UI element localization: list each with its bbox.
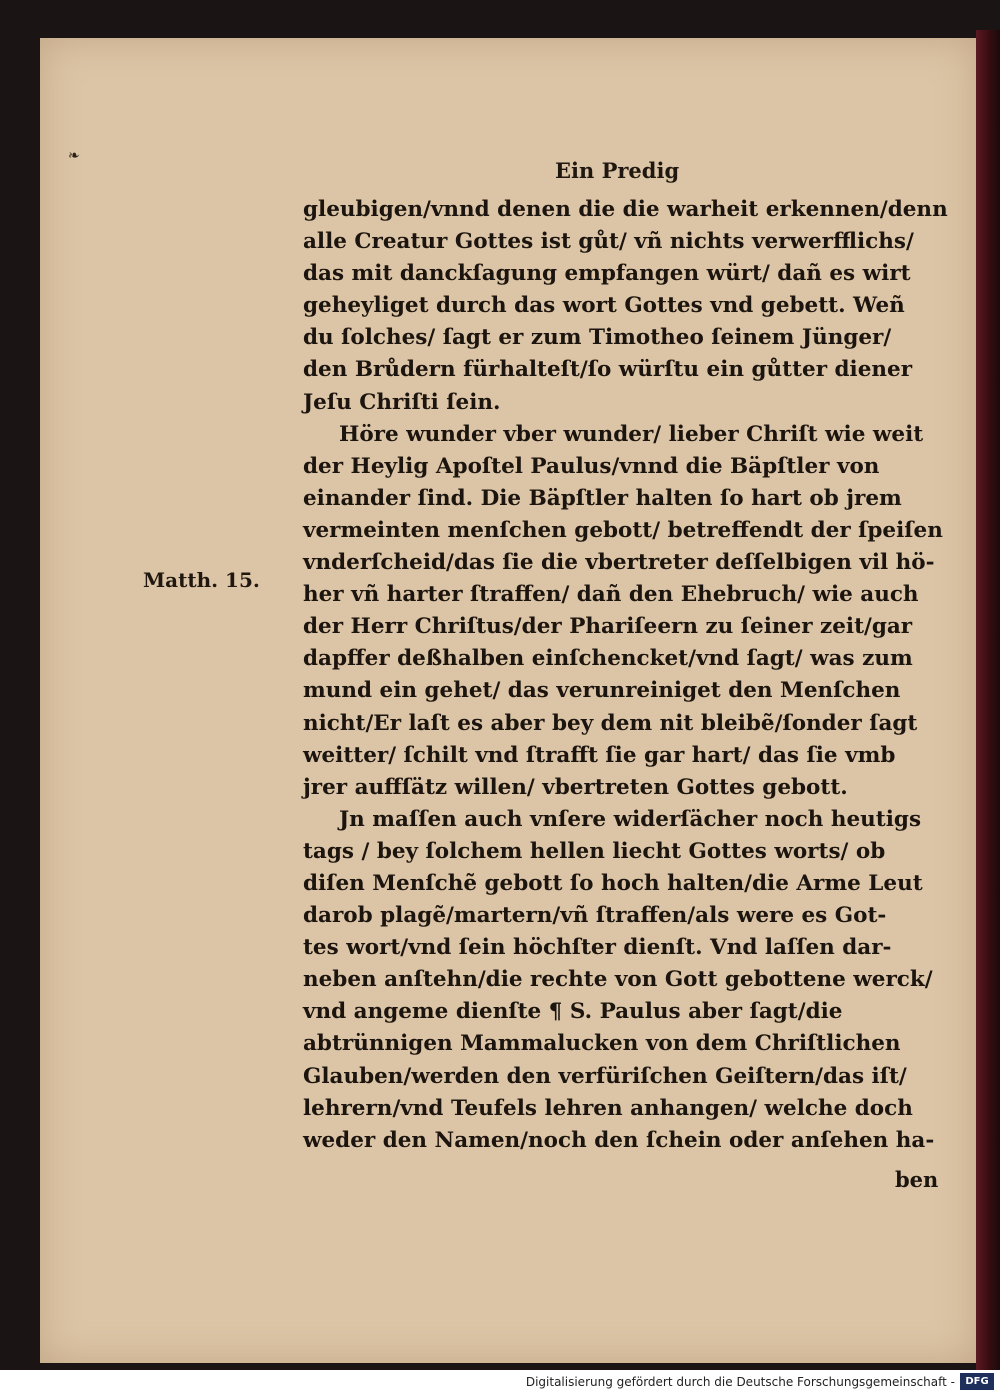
text-line: alle Creatur Gottes ist gůt/ vñ nichts verwerfflichs/: [303, 229, 914, 255]
text-line: vermeinten menſchen gebott/ betreffendt der ſpeiſen: [303, 517, 943, 543]
text-line: einander ſind. Die Bäpſtler halten ſo hart ob jrem: [303, 485, 902, 511]
text-line: nicht/Er laſt es aber bey dem nit bleibẽ/ſonder ſagt: [303, 710, 918, 736]
text-line: diſen Menſchẽ gebott ſo hoch halten/die Arme Leut: [303, 870, 923, 896]
text-line: neben anſtehn/die rechte von Gott gebottene werck/: [303, 967, 933, 993]
text-line: tes wort/vnd ſein höchſter dienſt. Vnd laſſen dar-: [303, 935, 892, 961]
text-line: lehrern/vnd Teufels lehren anhangen/ welche doch: [303, 1095, 913, 1121]
text-line: tags / bey ſolchem hellen liecht Gottes worts/ ob: [303, 838, 886, 864]
text-line: geheyliget durch das wort Gottes vnd gebett. Weñ: [303, 293, 905, 319]
text-line: weitter/ ſchilt vnd ſtrafft ſie gar hart/ das ſie vmb: [303, 742, 896, 768]
text-line: darob plagẽ/martern/vñ ſtraffen/als were es Got-: [303, 903, 887, 929]
text-line: Jeſu Chriſti ſein.: [303, 389, 501, 415]
text-line: weder den Namen/noch den ſchein oder anſehen ha-: [303, 1127, 935, 1153]
text-line: du ſolches/ ſagt er zum Timotheo ſeinem Jünger/: [303, 325, 892, 351]
text-line: Jn maſſen auch vnſere widerſächer noch heutigs: [339, 806, 922, 832]
funding-credit: Digitalisierung gefördert durch die Deutsche Forschungsgemeinschaft -: [525, 1375, 955, 1389]
dfg-logo: DFG: [960, 1373, 994, 1390]
running-head: Ein Predig: [555, 158, 680, 183]
text-line: abtrünnigen Mammalucken von dem Chriſtlichen: [303, 1031, 901, 1057]
text-line: Glauben/werden den verfüriſchen Geiſtern/das iſt/: [303, 1063, 907, 1089]
page-marker: ❧: [68, 148, 80, 164]
book-edge: [976, 30, 1000, 1370]
text-line: jrer auffſätz willen/ vbertreten Gottes gebott.: [303, 774, 848, 800]
body-text: [303, 194, 953, 1157]
text-line: vnderſcheid/das ſie die vbertreter deſſelbigen vil hö-: [303, 550, 935, 576]
margin-note: Matth. 15.: [143, 568, 260, 592]
catchword: ben: [895, 1167, 939, 1192]
text-line: das mit danckſagung empfangen würt/ dañ es wirt: [303, 261, 911, 287]
text-line: der Herr Chriſtus/der Phariſeern zu ſeiner zeit/gar: [303, 614, 913, 640]
text-line: vnd angeme dienſte ¶ S. Paulus aber ſagt/die: [303, 999, 843, 1025]
footer-bar: [0, 1370, 1000, 1395]
text-line: mund ein gehet/ das verunreiniget den Menſchen: [303, 678, 901, 704]
text-line: Höre wunder vber wunder/ lieber Chriſt wie weit: [339, 421, 924, 447]
text-line: den Brůdern fürhalteſt/ſo würſtu ein gůtter diener: [303, 357, 913, 383]
text-line: der Heylig Apoſtel Paulus/vnnd die Bäpſtler von: [303, 453, 880, 479]
text-line: dapffer deßhalben einſchencket/vnd ſagt/ was zum: [303, 646, 913, 672]
text-line: gleubigen/vnnd denen die die warheit erkennen/denn: [303, 197, 948, 222]
text-line: her vñ harter ſtraffen/ dañ den Ehebruch/ wie auch: [303, 582, 919, 608]
